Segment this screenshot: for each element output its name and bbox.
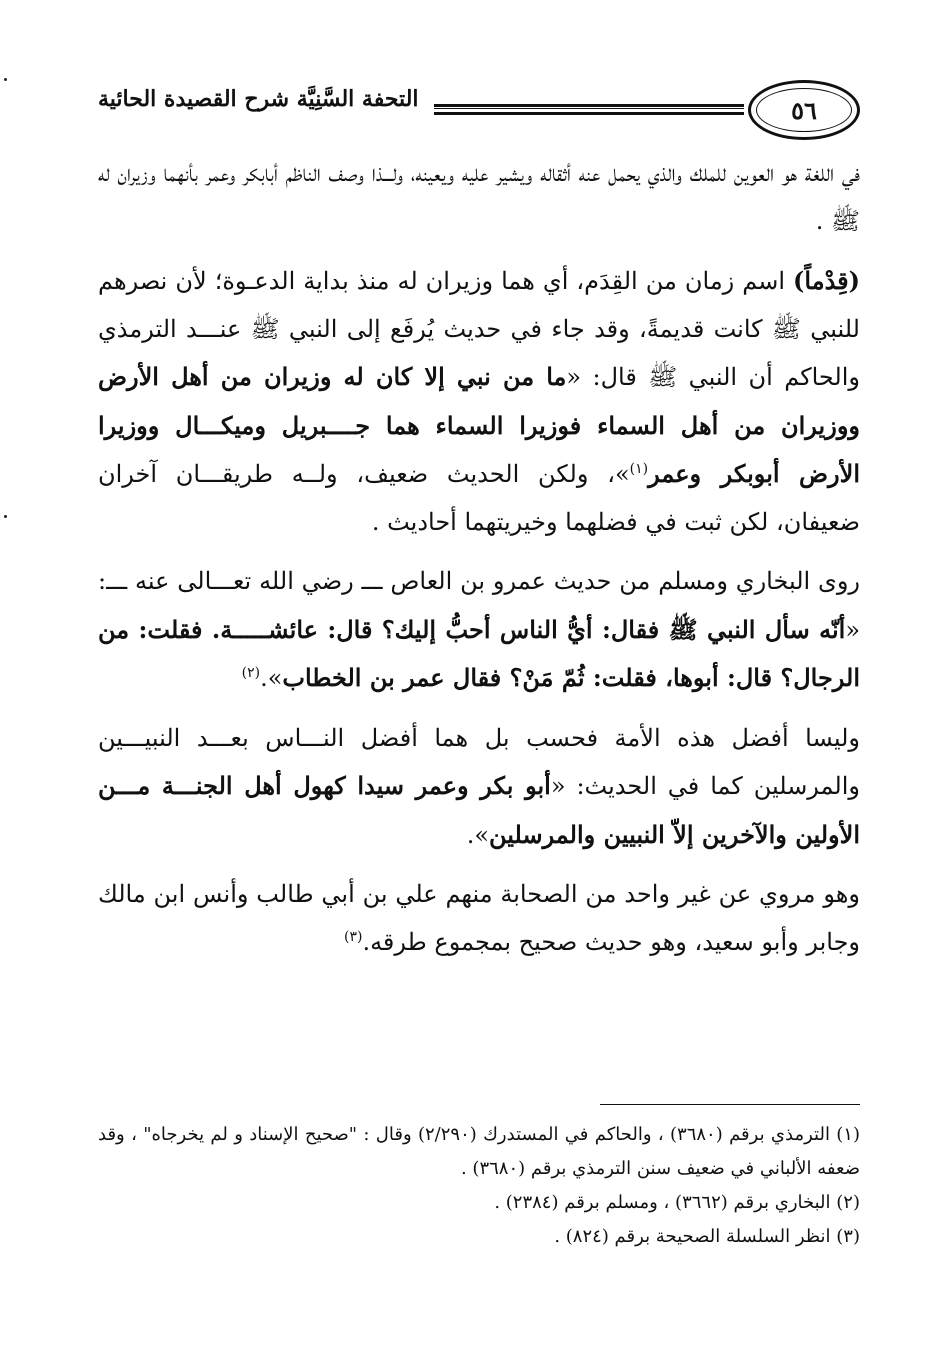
quote-close-2: ».: [260, 664, 283, 692]
footnote-ref-2: (٢): [241, 665, 261, 681]
footnote-ref-1: (١): [629, 461, 649, 477]
paragraph-3: [98, 558, 860, 703]
paragraph-1: [98, 150, 860, 245]
hadith-quote-1: ما من نبي إلا كان له وزيران من أهل الأرض ووزيران من أهل السماء فوزيرا السماء هما جــــبريل وميكـــال ووزيرا الأرض أبوبكر وعمر: [98, 362, 860, 488]
glossed-term: (قِدْماً): [793, 266, 860, 295]
header-rule: [434, 104, 744, 115]
hadith-quote-3: أبو بكر وعمر سيدا كهول أهل الجنـــة مـــن الأولين والآخرين إلاّ النبيين والمرسلين: [98, 771, 860, 849]
paragraph-5-text: وهو مروي عن غير واحد من الصحابة منهم علي بن أبي طالب وأنس ابن مالك وجابر وأبو سعيد، وهو حديث صحيح بمجموع طرقه.: [98, 880, 860, 956]
scan-edge-mark: [4, 78, 7, 81]
hadith-quote-2: أنّه سأل النبي ﷺ فقال: أيُّ الناس أحبُّ إليك؟ قال: عائشـــــة. فقلت: من الرجال؟ قال: أبوها، فقلت: ثُمّ مَنْ؟ فقال عمر بن الخطاب: [98, 614, 860, 692]
paragraph-2: [98, 257, 860, 546]
running-header: [98, 80, 860, 142]
paragraph-2-continuation: »، ولكن الحديث ضعيف، ولــه طريقـــان آخران ضعيفان، لكن ثبت في فضلهما وخيريتهما أحاديث .: [98, 460, 860, 536]
book-title: التحفة السَّنِيَّة شرح القصيدة الحائية: [98, 86, 419, 112]
paragraph-2-text: اسم زمان من القِدَم، أي هما وزيران له منذ بداية الدعـوة؛ لأن نصرهم للنبي ﷺ كانت قديمةً، وقد جاء في حديث يُرفَع إلى النبي ﷺ عنـــد الترمذي والحاكم أن النبي ﷺ قال: «: [98, 267, 860, 391]
main-text: [98, 150, 860, 966]
paragraph-4-text: وليسا أفضل هذه الأمة فحسب بل هما أفضل النـــاس بعـــد النبيـــين والمرسلين كما في الحديث: «: [98, 723, 860, 800]
page-number-badge: [748, 80, 860, 140]
footnote-ref-3: (٣): [343, 928, 363, 945]
paragraph-4: [98, 715, 860, 860]
scan-edge-mark: [4, 515, 7, 518]
footnote-1: (١) الترمذي برقم (٣٦٨٠) ، والحاكم في المستدرك (٢/٢٩٠) وقال : "صحيح الإسناد و لم يخرجاه" ، وقد ضعفه الألباني في ضعيف سنن الترمذي برقم (٣٦٨٠) .: [98, 1124, 860, 1179]
footnotes: [98, 1118, 860, 1254]
page-number: ٥٦: [756, 88, 852, 132]
paragraph-5: [98, 871, 860, 966]
paragraph-1-text: في اللغة هو العوين للملك والذي يحمل عنه أثقاله ويشير عليه ويعينه، ولـــذا وصف الناظم أبابكر وعمر بأنهما وزيران له ﷺ .: [98, 159, 860, 235]
quote-close-3: ».: [466, 820, 489, 849]
footnote-2: (٢) البخاري برقم (٣٦٦٢) ، ومسلم برقم (٢٣٨٤) .: [494, 1192, 860, 1213]
footnote-separator: [600, 1104, 860, 1105]
footnote-3: (٣) انظر السلسلة الصحيحة برقم (٨٢٤) .: [554, 1226, 860, 1247]
paragraph-3-text: روى البخاري ومسلم من حديث عمرو بن العاص ـــ رضي الله تعـــالى عنه ـــ: «: [98, 567, 860, 644]
